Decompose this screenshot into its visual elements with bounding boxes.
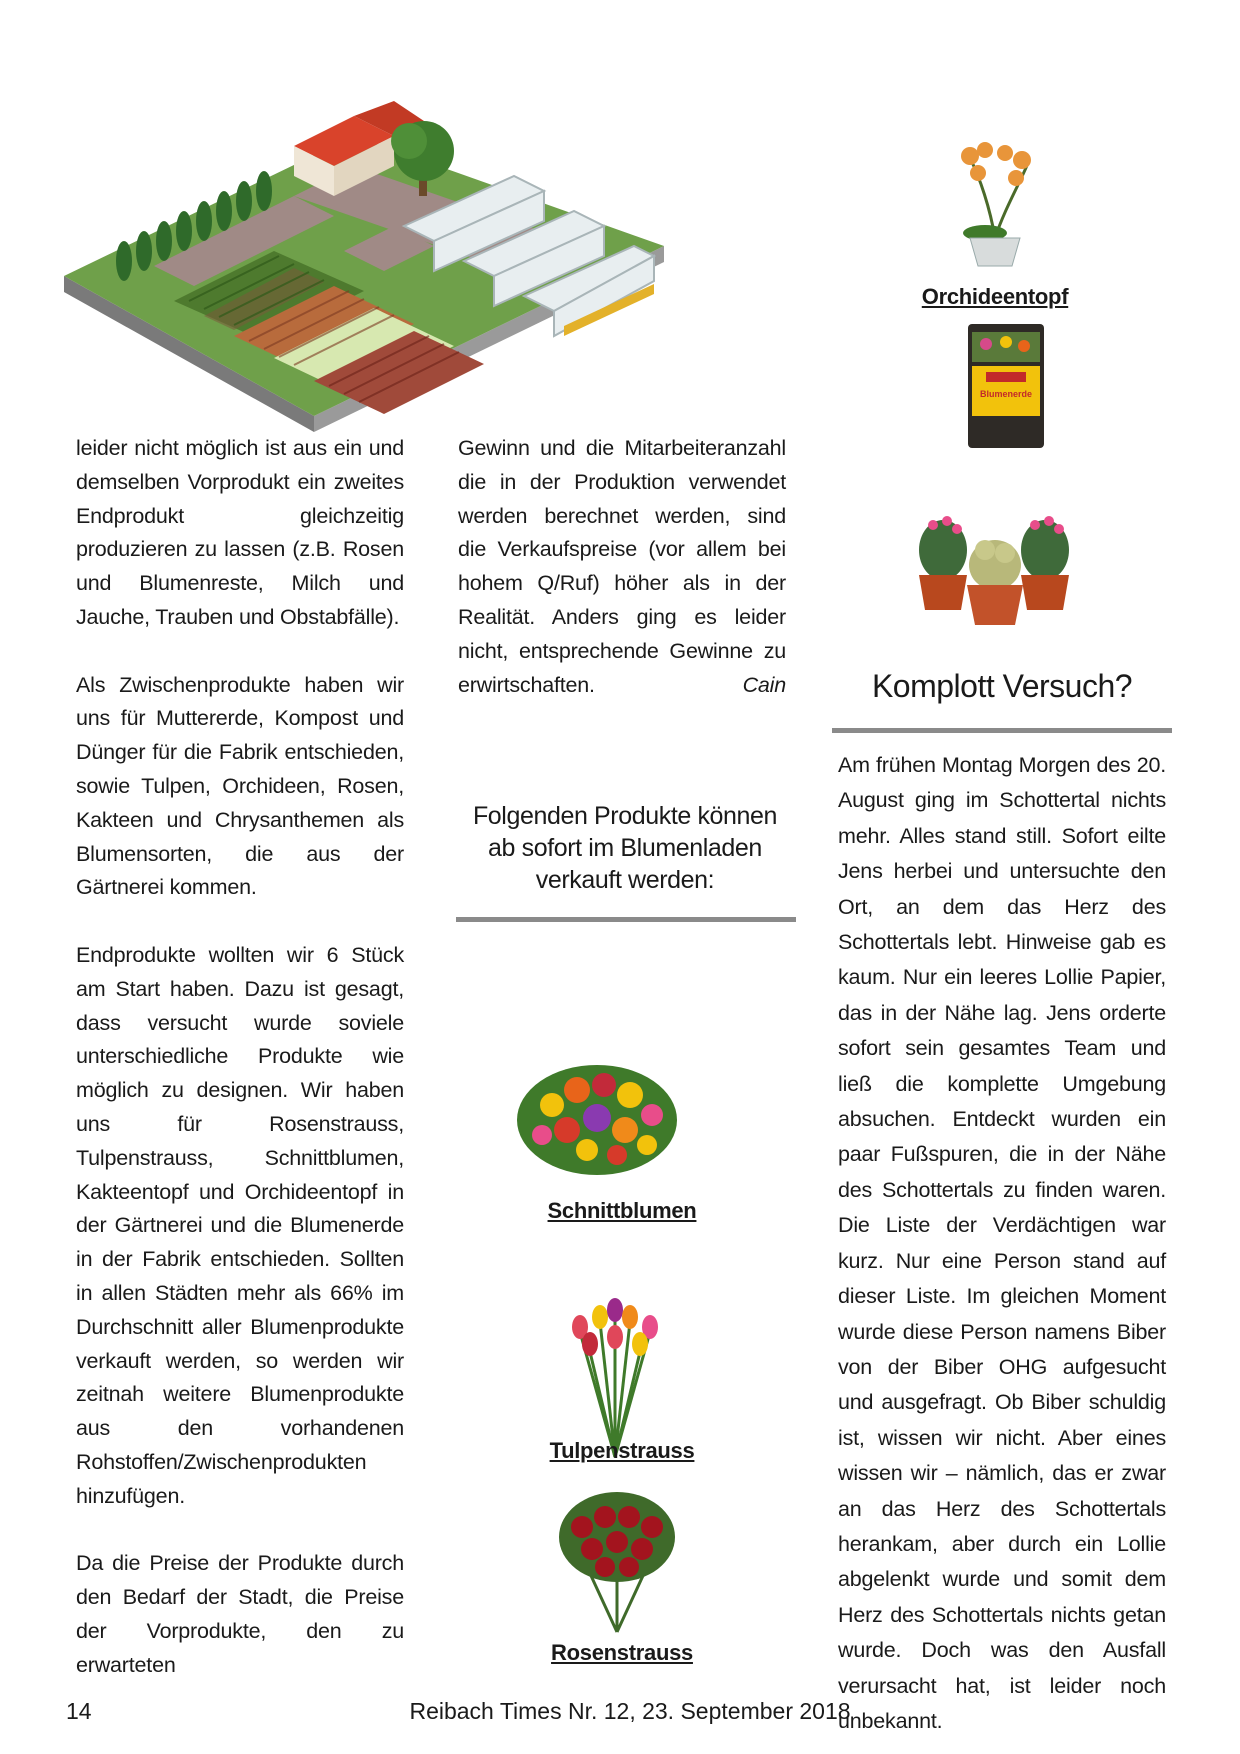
article-paragraph: Endprodukte wollten wir 6 Stück am Start haben. Dazu ist gesagt, dass versucht wurde soviele unterschiedliche Produkte wie möglich zu designen. Wir haben uns für Rosenstrauss, Tulpenstrauss, Schnittblumen, Kakteentopf und Orchideentopf in der Gärtnerei und die Blumenerde in der Fabrik entschieden. Sollten in allen Städten mehr als 66% im Durchschnitt aller Blumenprodukte verkauft werden, so werden wir zeitnah weitere Blumenprodukte aus den vorhandenen Rohstoffen/Zwischenprodukten hinzufügen.: [76, 942, 404, 1508]
article-paragraph: Gewinn und die Mitarbeiteranzahl die in der Produktion verwendet werden berechnet werden, sind die Verkaufspreise (vor allem bei hohem Q/Ruf) höher als in der Realität. Anders ging es leider nicht, entsprechende Gewinne zu erwirtschaften.: [458, 436, 786, 697]
products-headline: Folgenden Produkte können ab sofort im Blumenladen verkauft werden:: [472, 802, 778, 894]
product-caption: Tulpenstrauss: [549, 1438, 695, 1463]
publication-line: Reibach Times Nr. 12, 23. September 2018: [409, 1698, 851, 1724]
right-column: [838, 748, 1166, 1739]
section-rule: [456, 917, 796, 922]
article-headline: Komplott Versuch?: [871, 668, 1133, 704]
orchid-pot-icon: [950, 138, 1040, 268]
left-column: [76, 432, 404, 1682]
article-paragraph: Als Zwischenprodukte haben wir uns für Muttererde, Kompost und Dünger für die Fabrik entschieden, sowie Tulpen, Orchideen, Rosen, Kakteen und Chrysanthemen als Blumensorten, die aus der Gärtnerei kommen.: [76, 672, 404, 900]
bag-label: Blumenerde: [979, 389, 1033, 399]
soil-bag-icon: [966, 322, 1046, 450]
article-paragraph: Da die Preise der Produkte durch den Bedarf der Stadt, die Preise der Vorprodukte, den zu erwarteten: [76, 1551, 404, 1677]
product-caption: Schnittblumen: [547, 1198, 697, 1223]
section-rule: [832, 728, 1172, 733]
article-paragraph: Am frühen Montag Morgen des 20. August ging im Schottertal nichts mehr. Alles stand still. Sofort eilte Jens herbei und untersuchte den Ort, an dem das Herz des Schottertals lebt. Hinweise gab es kaum. Nur ein leeres Lollie Papier, das in der Nähe lag. Jens orderte sofort sein gesamtes Team und ließ die komplette Umgebung absuchen. Entdeckt wurden ein paar Fußspuren, die in der Nähe des Schottertals zu finden waren. Die Liste der Verdächtigen war kurz. Nur eine Person stand auf dieser Liste. Im gleichen Moment wurde diese Person namens Biber von der Biber OHG aufgesucht und ausgefragt. Ob Biber schuldig ist, wissen wir nicht. Aber eines wissen wir – nämlich, das er zwar an das Herz des Schottertals herankam, aber durch ein Lollie abgelenkt wurde und somit dem Herz des Schottertals nichts getan wurde. Doch was den Ausfall verursacht hat, ist leider noch unbekannt.: [838, 753, 1166, 1733]
page-number: 14: [66, 1698, 92, 1724]
farm-illustration: [64, 96, 664, 476]
product-caption: Rosenstrauss: [551, 1640, 693, 1665]
middle-column-text: [458, 432, 786, 702]
tulip-bouquet-icon: [560, 1282, 670, 1462]
author-signature: Cain: [742, 672, 786, 697]
product-caption: Orchideentopf: [921, 284, 1069, 309]
article-paragraph: leider nicht möglich ist aus ein und demselben Vorprodukt ein zweites Endprodukt gleichzeitig produzieren zu lassen (z.B. Rosen und Blumenreste, Milch und Jauche, Trauben und Obstabfälle).: [76, 436, 404, 629]
cactus-pots-icon: [905, 515, 1085, 627]
bouquet-icon: [512, 1050, 682, 1180]
rose-bouquet-icon: [557, 1487, 677, 1637]
